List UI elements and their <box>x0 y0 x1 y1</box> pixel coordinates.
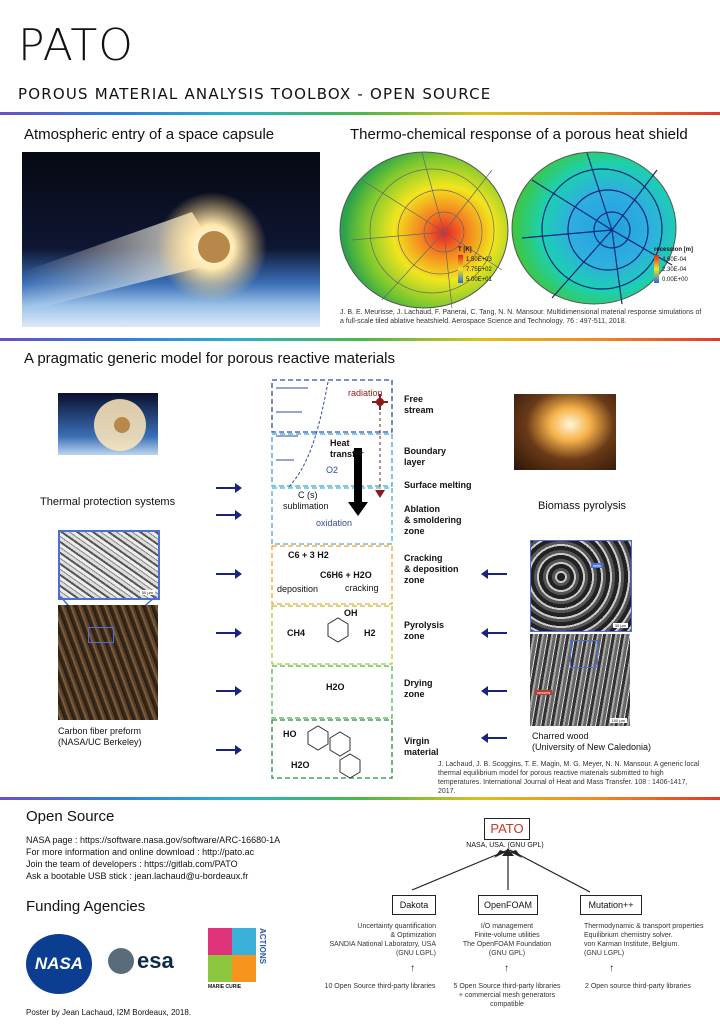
up-arrow-icon: ↑ <box>609 963 614 974</box>
zoom-box <box>570 640 598 668</box>
openfoam-desc: I/O management Finite-volume utilities The OpenFOAM Foundation (GNU GPL) <box>462 923 552 957</box>
arrow-left <box>483 632 507 634</box>
scale-bar-label: 100 µm <box>611 718 625 723</box>
legend-title: T [K] <box>458 247 472 253</box>
match-flame-image <box>514 394 616 470</box>
tree-connectors <box>350 840 710 900</box>
diag-o2: O2 <box>326 465 339 475</box>
diag-h2: H2 <box>364 628 376 638</box>
vessels-label: vessels <box>537 690 551 695</box>
scale-bar-label: 50 µm <box>141 590 153 595</box>
label-charred-wood: Charred wood (University of New Caledonia) <box>532 731 652 752</box>
nasa-page-link[interactable]: NASA page : https://software.nasa.gov/software/ARC-16680-1A <box>26 835 281 845</box>
zone-cracking: Cracking & deposition zone <box>404 553 459 585</box>
diag-radiation: radiation <box>348 388 383 398</box>
poster-subtitle: POROUS MATERIAL ANALYSIS TOOLBOX - OPEN SOURCE <box>18 85 492 103</box>
marie-curie-logo <box>208 928 272 1000</box>
temperature-legend <box>458 247 508 285</box>
node-mutation: Mutation++ <box>580 895 642 915</box>
capsule-glow-icon <box>22 152 320 327</box>
section-title-entry: Atmospheric entry of a space capsule <box>24 126 275 143</box>
mutation-libs: 2 Open source third-party libraries <box>585 983 691 990</box>
footer-credit: Poster by Jean Lachaud, I2M Bordeaux, 2018. <box>26 1008 191 1017</box>
dakota-libs: 10 Open Source third-party libraries <box>324 983 436 990</box>
capsule-small-image <box>58 393 158 455</box>
carbon-preform-image <box>58 605 158 720</box>
zone-pyrolysis: Pyrolysis zone <box>404 620 445 641</box>
arrow-left <box>483 690 507 692</box>
label-biomass: Biomass pyrolysis <box>538 500 627 512</box>
node-pato <box>484 818 530 840</box>
open-source-links <box>26 834 280 882</box>
legend-value: 1.50E+03 <box>466 257 492 263</box>
diag-ho: HO <box>283 729 297 739</box>
diag-h2o: H2O <box>326 682 345 692</box>
diag-c6h6: C6H6 + H2O <box>320 570 372 580</box>
diag-sublimation: sublimation <box>283 501 329 511</box>
arrow-right <box>216 573 240 575</box>
arrow-left <box>483 737 507 739</box>
diag-oxidation: oxidation <box>316 518 353 528</box>
divider <box>0 797 720 800</box>
heatshield-images <box>332 150 712 310</box>
node-dakota: Dakota <box>392 895 436 915</box>
label-carbon: Carbon fiber preform (NASA/UC Berkeley) <box>58 726 142 747</box>
dakota-desc: Uncertainty quantification & Optimization SANDIA National Laboratory, USA (GNU LGPL) <box>329 923 436 957</box>
pato-license: NASA, USA. (GNU GPL) <box>466 842 544 849</box>
diag-c6: C6 + 3 H2 <box>288 550 329 560</box>
legend-value: 7.75E+02 <box>466 267 492 273</box>
diag-cs: C (s) <box>298 490 318 500</box>
diag-cracking: cracking <box>345 583 379 593</box>
node-openfoam: OpenFOAM <box>478 895 538 915</box>
scale-bar-label: 30 µm <box>614 623 626 628</box>
legend-value: 0.00E+00 <box>662 277 688 283</box>
gitlab-link[interactable]: Join the team of developers : https://gitlab.com/PATO <box>26 859 238 869</box>
arrow-right <box>216 749 240 751</box>
section-title-thermo: Thermo-chemical response of a porous heat shield <box>350 126 688 143</box>
arrow-right <box>216 514 240 516</box>
arrow-right <box>216 690 240 692</box>
legend-value: 5.00E+01 <box>466 277 492 283</box>
zone-virgin: Virgin material <box>404 736 439 757</box>
marie-curie-text: MARIE CURIE <box>208 984 242 990</box>
openfoam-libs: 5 Open Source third-party libraries + commercial mesh generators compatible <box>453 983 561 1008</box>
legend-value: 2.30E-04 <box>662 267 687 273</box>
space-capsule-image <box>22 152 320 327</box>
actions-text: ACTIONS <box>258 928 267 964</box>
diag-oh: OH <box>344 608 358 618</box>
zone-drying: Drying zone <box>404 678 433 699</box>
esa-logo-text: esa <box>137 948 174 973</box>
arrow-right <box>216 487 240 489</box>
esa-globe-icon <box>108 948 134 974</box>
citation-heatshield: J. B. E. Meurisse, J. Lachaud, F. Panerai, C. Tang, N. N. Mansour. Multidimensional material response simulations of a full-scale tiled ablative heatshield. Aerospace Science and Technology. 76 : 497-511, 2018. <box>340 309 702 325</box>
diag-heat-transfer: Heat transfer <box>330 438 364 459</box>
legend-bar <box>654 255 659 283</box>
open-source-title: Open Source <box>26 808 115 825</box>
divider <box>0 112 720 115</box>
charred-wood-image <box>530 634 630 726</box>
arrow-right <box>216 632 240 634</box>
zoom-box <box>88 627 114 643</box>
legend-title: recession [m] <box>654 247 694 253</box>
citation-model: J. Lachaud, J. B. Scoggins, T. E. Magin, M. G. Meyer, N. N. Mansour. A generic local thermal equilibrium model for porous reactive materials submitted to high temperatures. International Journal of Heat and Mass Transfer. 108 : 1406-1417, 2017. <box>438 761 700 795</box>
fiber-micrograph-image <box>58 530 160 600</box>
cells-label: cells <box>593 563 602 568</box>
mutation-desc: Thermodynamic & transport properties Equilibrium chemistry solver. von Karman Institute, Belgium. (GNU LGPL) <box>584 923 704 957</box>
download-link[interactable]: For more information and online download : http://pato.ac <box>26 847 255 857</box>
up-arrow-icon: ↑ <box>504 963 509 974</box>
diag-deposition: deposition <box>277 584 319 594</box>
zone-surface-melting: Surface melting <box>404 480 472 490</box>
label-tps: Thermal protection systems <box>40 496 176 508</box>
funding-title: Funding Agencies <box>26 898 146 915</box>
esa-logo <box>108 948 174 974</box>
zone-free-stream: Free stream <box>404 394 434 415</box>
recession-shield-icon <box>512 152 676 304</box>
pato-label: PATO <box>490 821 524 836</box>
zone-boundary-layer: Boundary layer <box>404 446 447 467</box>
recession-legend <box>654 247 710 285</box>
divider <box>0 338 720 341</box>
nasa-logo-text: NASA <box>34 954 84 973</box>
legend-value: 4.60E-04 <box>662 257 687 263</box>
nasa-logo <box>26 934 92 994</box>
diag-ch4: CH4 <box>287 628 306 638</box>
poster-title: PATO <box>18 20 134 71</box>
legend-bar <box>458 255 463 283</box>
email-link[interactable]: Ask a bootable USB stick : jean.lachaud@u-bordeaux.fr <box>26 871 249 881</box>
diag-h2o-bottom: H2O <box>291 760 310 770</box>
zone-ablation: Ablation & smoldering zone <box>404 504 462 536</box>
section-title-model: A pragmatic generic model for porous reactive materials <box>24 350 396 367</box>
up-arrow-icon: ↑ <box>410 963 415 974</box>
arrow-left <box>483 573 507 575</box>
wood-micrograph-image <box>530 540 632 632</box>
